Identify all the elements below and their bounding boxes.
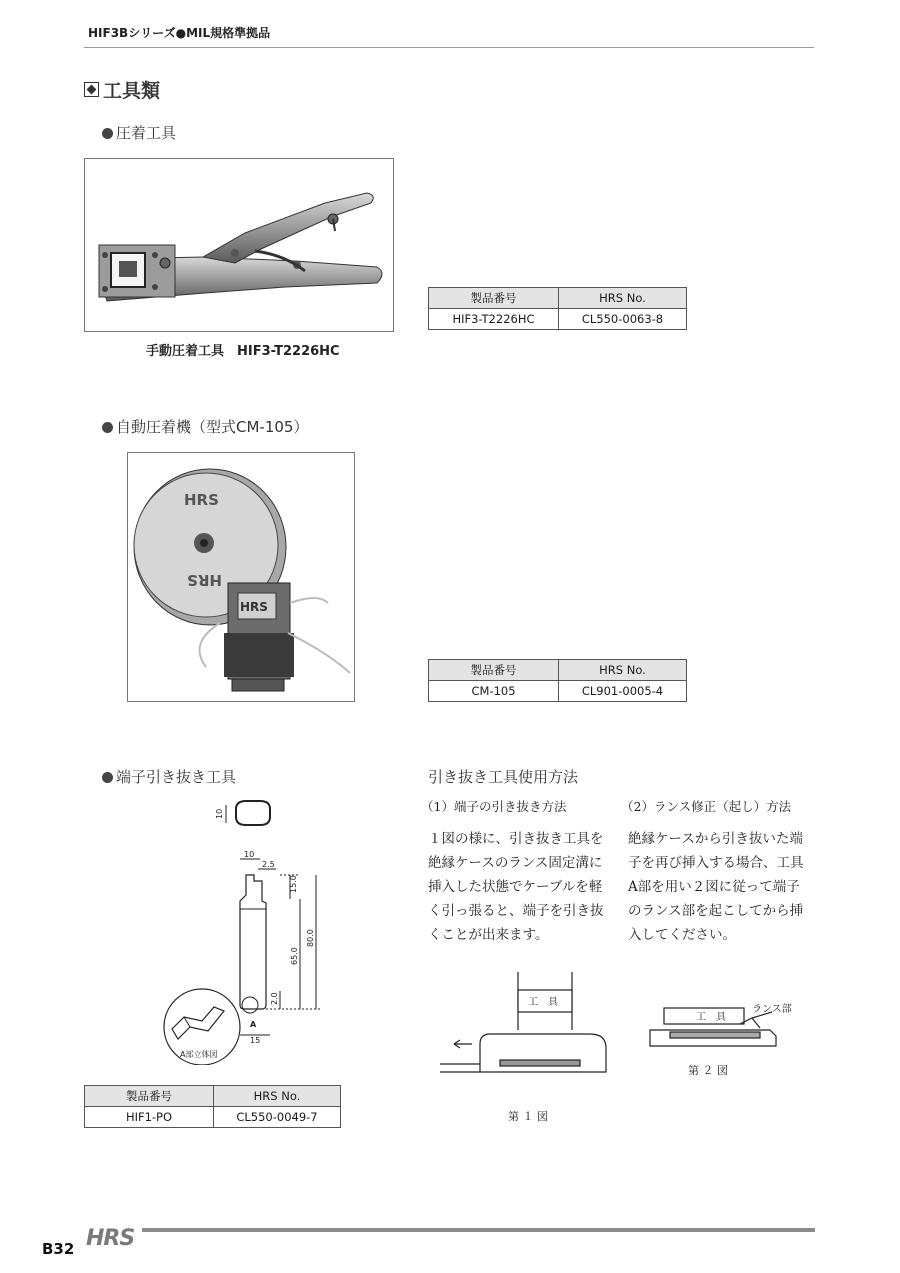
dim-65-label: 65.0: [290, 947, 299, 965]
extraction-tool-spec-table: [84, 1085, 341, 1128]
step2-text: 絶縁ケースから引き抜いた端 子を再び挿入する場合、工具 A部を用い２図に従って端子 のランス部を起こしてから挿 入してください。: [628, 831, 804, 943]
auto-machine-heading-text: 自動圧着機（型式CM-105）: [116, 418, 309, 436]
dim-a-label: A: [250, 1020, 257, 1029]
detail-a-label: A部立体図: [180, 1050, 218, 1059]
header-rule: [84, 47, 814, 48]
auto-machine-heading: [102, 416, 308, 437]
fig2-tool-label: 工 具: [696, 1012, 726, 1023]
figure-1-label: 第 １ 図: [508, 1110, 548, 1123]
dim-80-label: 80.0: [306, 929, 315, 947]
dim-2-5-label: 2.5: [262, 860, 275, 869]
dim-2-label: 2.0: [270, 992, 279, 1005]
footer-rule: [142, 1228, 815, 1232]
hrs-number-cell: CL550-0049-7: [214, 1107, 341, 1128]
hrs-logo: HRS: [86, 1226, 135, 1251]
crimp-tool-caption: 手動圧着工具 HIF3-T2226HC: [146, 344, 340, 359]
bullet-icon: [102, 772, 113, 783]
dim-15-label: 15.0: [289, 875, 298, 893]
step2-title: （2）ランス修正（起し）方法: [621, 799, 792, 814]
bullet-icon: [102, 422, 113, 433]
fig1-tool-label: 工 具: [528, 997, 558, 1008]
series-header: HIF3Bシリーズ●MIL規格準拠品: [88, 26, 271, 40]
col-header-hrs: HRS No.: [214, 1086, 341, 1107]
col-header-part: 製品番号: [429, 288, 559, 309]
figure-2-label: 第 ２ 図: [688, 1064, 728, 1077]
reel-logo-text: HRS: [184, 491, 219, 509]
extraction-tool-heading-text: 端子引き抜き工具: [116, 768, 237, 786]
head-logo-text: HRS: [240, 600, 268, 614]
usage-title: 引き抜き工具使用方法: [428, 768, 579, 786]
col-header-hrs: HRS No.: [559, 288, 687, 309]
part-number-cell: CM-105: [429, 681, 559, 702]
hrs-number-cell: CL550-0063-8: [559, 309, 687, 330]
col-header-part: 製品番号: [429, 660, 559, 681]
dim-15b-label: 15: [250, 1036, 261, 1045]
dim-10b-label: 10: [244, 850, 255, 859]
step1-title: （1）端子の引き抜き方法: [421, 799, 567, 814]
auto-machine-spec-table: [428, 659, 687, 702]
extraction-tool-drawing: [150, 795, 350, 1065]
hand-crimp-tool-icon: [85, 159, 393, 331]
crimping-machine-icon: [128, 453, 354, 701]
part-number-cell: HIF1-PO: [85, 1107, 214, 1128]
hrs-number-cell: CL901-0005-4: [559, 681, 687, 702]
svg-text:HRS: HRS: [187, 571, 222, 589]
fig2-lance-label: ランス部: [752, 1004, 792, 1015]
section-title-text: 工具類: [103, 80, 161, 102]
auto-machine-photo: [127, 452, 355, 702]
dim-10-label: 10: [215, 808, 224, 819]
part-number-cell: HIF3-T2226HC: [429, 309, 559, 330]
col-header-hrs: HRS No.: [559, 660, 687, 681]
figure-1-drawing: [440, 972, 620, 1082]
bullet-icon: [102, 128, 113, 139]
crimp-tool-heading-text: 圧着工具: [116, 124, 177, 142]
crimp-tool-heading: [102, 122, 176, 143]
section-title: [84, 76, 160, 103]
diamond-bullet-icon: [84, 82, 99, 97]
step1-text: １図の様に、引き抜き工具を 絶縁ケースのランス固定溝に 挿入した状態でケーブルを軽 く引っ張ると、端子を引き抜 くことが出来ます。: [428, 831, 604, 943]
extraction-tool-heading: [102, 766, 236, 787]
crimp-tool-spec-table: [428, 287, 687, 330]
col-header-part: 製品番号: [85, 1086, 214, 1107]
figure-2-drawing: [640, 994, 820, 1054]
page-number: B32: [42, 1240, 75, 1258]
crimp-tool-photo: [84, 158, 394, 332]
